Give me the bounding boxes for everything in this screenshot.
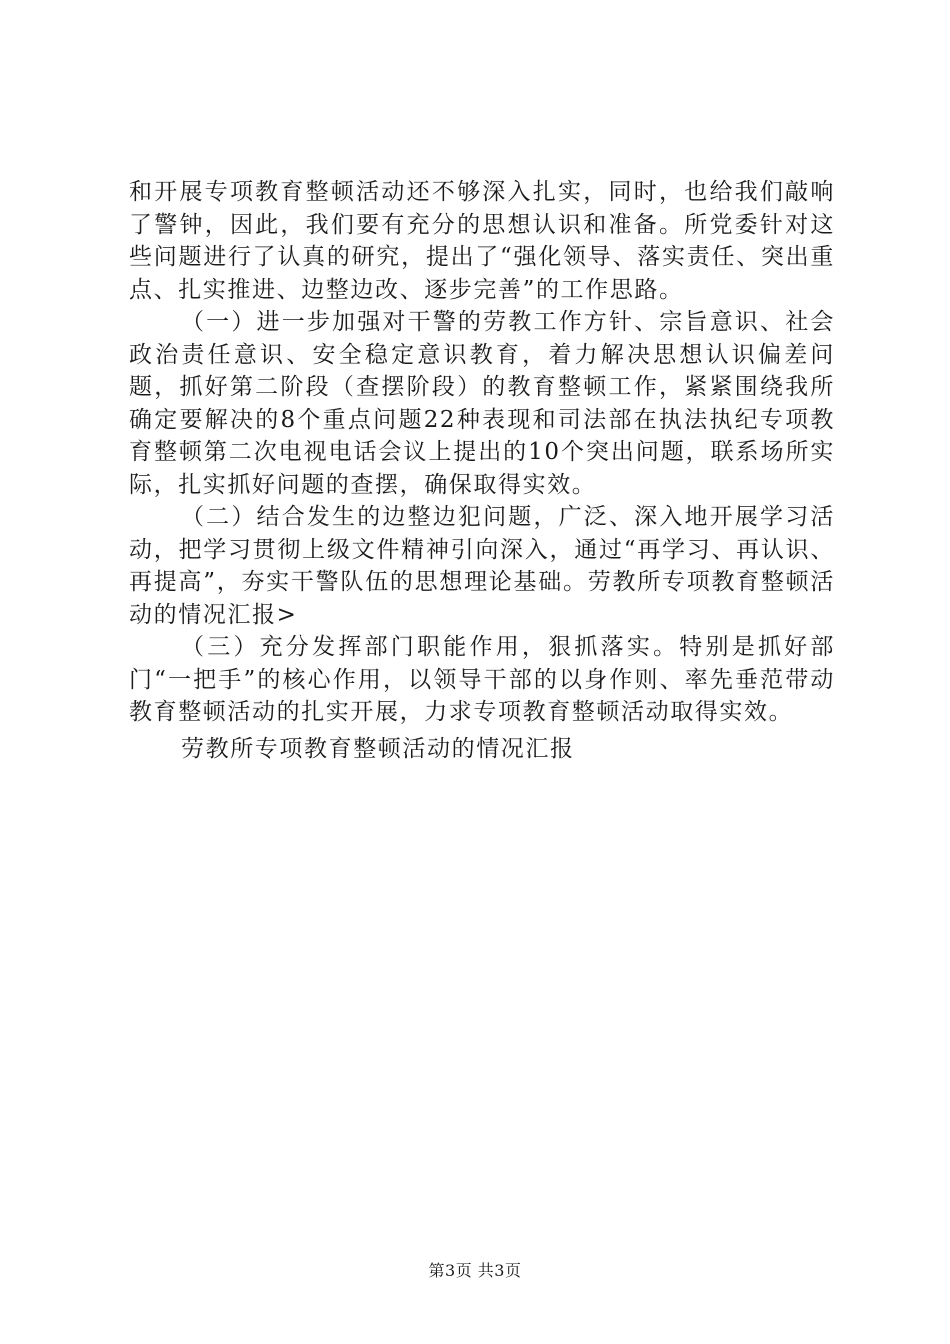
paragraph-intro: 和开展专项教育整顿活动还不够深入扎实，同时，也给我们敲响了警钟，因此，我们要有充分的思想认识和准备。所党委针对这些问题进行了认真的研究，提出了“强化领导、落实责任、突出重点、扎实推进、边整边改、逐步完善”的工作思路。 — [129, 179, 835, 303]
document-body — [129, 176, 835, 765]
paragraph-item-2: （二）结合发生的边整边犯问题，广泛、深入地开展学习活动，把学习贯彻上级文件精神引向深入，通过“再学习、再认识、再提高”，夯实干警队伍的思想理论基础。劳教所专项教育整顿活动的情况汇报> — [129, 504, 835, 628]
paragraph-item-1: （一）进一步加强对干警的劳教工作方针、宗旨意识、社会政治责任意识、安全稳定意识教育，着力解决思想认识偏差问题，抓好第二阶段（查摆阶段）的教育整顿工作，紧紧围绕我所确定要解决的8个重点问题22种表现和司法部在执法执纪专项教育整顿第二次电视电话会议上提出的10个突出问题，联系场所实际，扎实抓好问题的查摆，确保取得实效。 — [129, 309, 835, 498]
closing-title: 劳教所专项教育整顿活动的情况汇报 — [181, 735, 575, 762]
paragraph-item-3: （三）充分发挥部门职能作用，狠抓落实。特别是抓好部门“一把手”的核心作用，以领导干部的以身作则、率先垂范带动教育整顿活动的扎实开展，力求专项教育整顿活动取得实效。 — [129, 634, 835, 725]
page-footer: 第3页 共3页 — [428, 1261, 522, 1280]
